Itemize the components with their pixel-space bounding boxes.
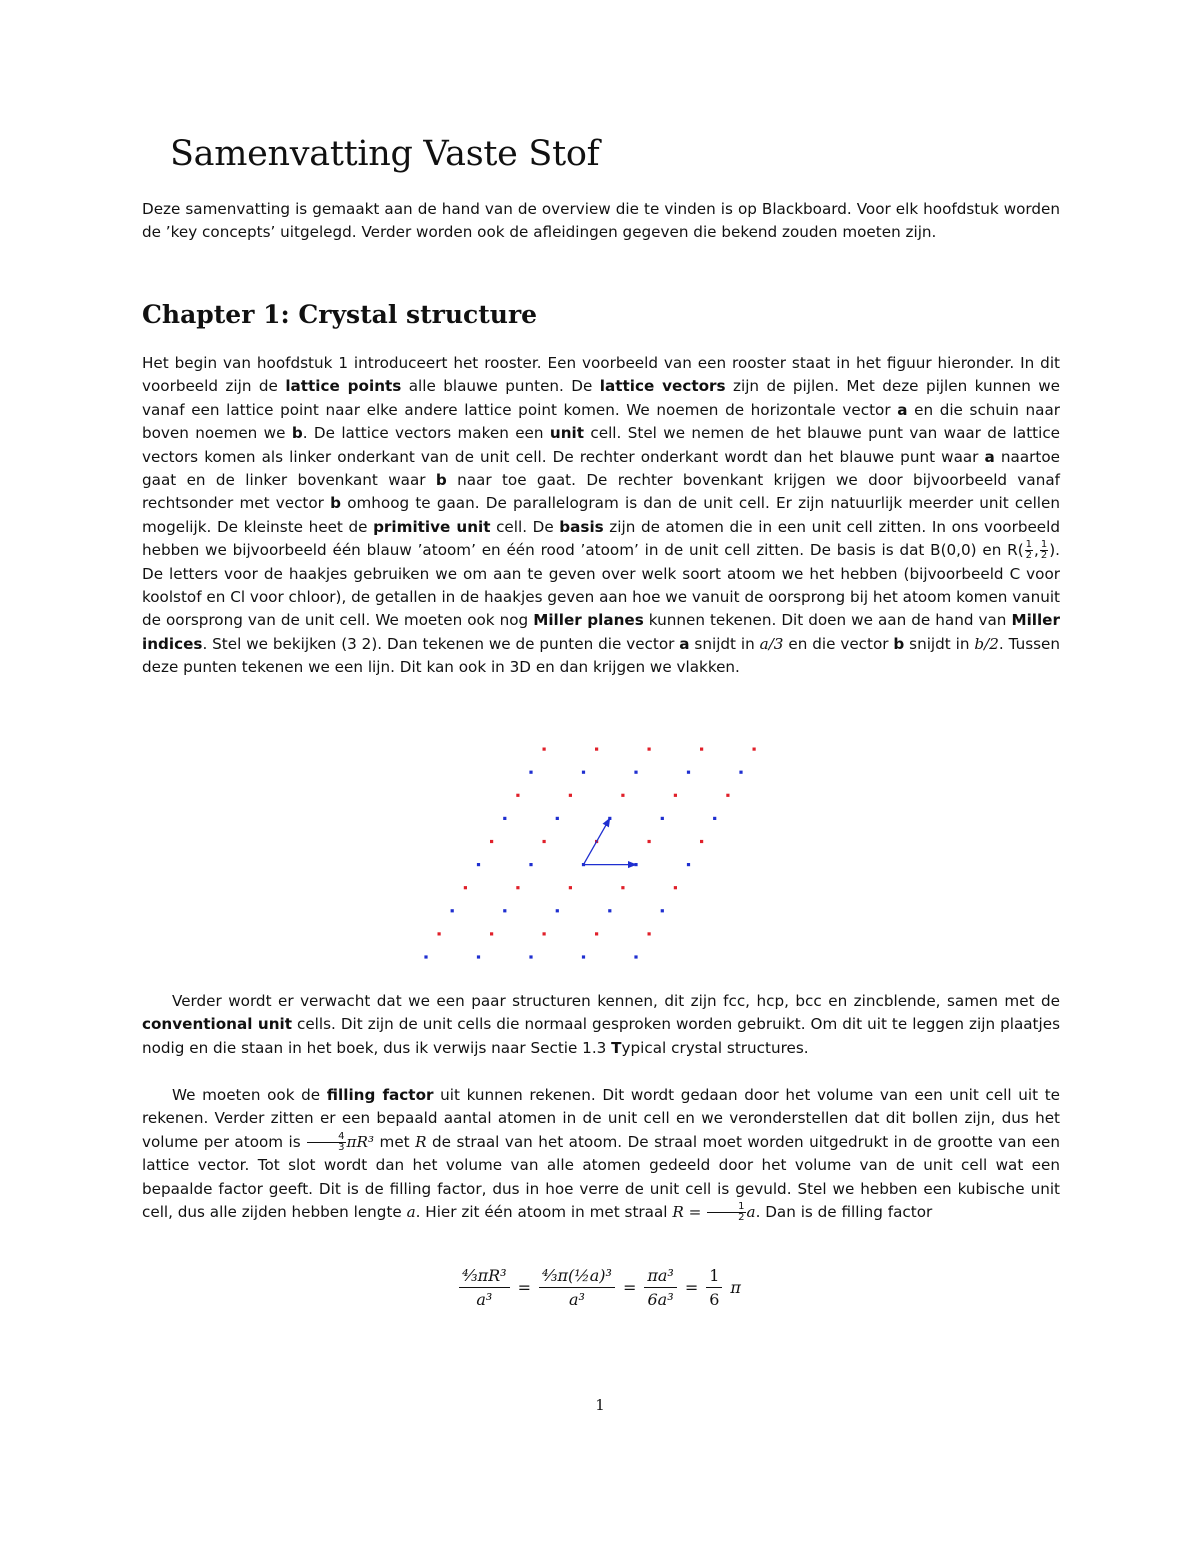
red-basis-atom: [648, 840, 651, 843]
blue-lattice-point: [556, 909, 559, 912]
blue-lattice-point: [739, 771, 742, 774]
red-basis-atom: [595, 748, 598, 751]
chapter-heading: Chapter 1: Crystal structure: [142, 300, 538, 329]
red-basis-atom: [543, 748, 546, 751]
intro-paragraph: Deze samenvatting is gemaakt aan de hand van de overview die te vinden is op Blackboard. Voor elk hoofdstuk worden de ’key concepts’ uitgelegd. Verder worden ook de afleidingen gegeven die bekend zouden moeten zijn.: [142, 200, 1060, 242]
red-basis-atom: [674, 794, 677, 797]
lattice-figure: [410, 745, 790, 970]
red-basis-atom: [700, 748, 703, 751]
blue-lattice-point: [661, 817, 664, 820]
blue-lattice-point: [503, 817, 506, 820]
red-basis-atom: [490, 840, 493, 843]
blue-lattice-point: [529, 771, 532, 774]
red-basis-atom: [516, 886, 519, 889]
red-basis-atom: [621, 886, 624, 889]
red-basis-atom: [648, 748, 651, 751]
red-basis-atom: [753, 748, 756, 751]
lattice-paragraph: Het begin van hoofdstuk 1 introduceert het rooster. Een voorbeeld van een rooster staat in het figuur hieronder. In dit voorbeeld zijn de lattice points alle blauwe punten. De lattice vectors zijn de pijlen. Met deze pijlen kunnen we vanaf een lattice point naar elke andere lattice point komen. We noemen de horizontale vector a en die schuin naar boven noemen we b. De lattice vectors maken een unit cell. Stel we nemen de het blauwe punt van waar de lattice vectors komen als linker onderkant van de unit cell. De rechter onderkant wordt dan het blauwe punt waar a naartoe gaat en de linker bovenkant waar b naar toe gaat. De rechter bovenkant krijgen we door bijvoorbeeld vanaf rechtsonder met vector b omhoog te gaan. De parallelogram is dan de unit cell. Er zijn natuurlijk meerder unit cellen mogelijk. De kleinste heet de primitive unit cell. De basis zijn de atomen die in een unit cell zitten. In ons voorbeeld hebben we bijvoorbeeld één blauw ’atoom’ en één rood ’atoom’ in de unit cell zitten. De basis is dat B(0,0) en R( $\frac{1}{2}$ , $\frac{1}{2}$ ). De letters voor de haakjes gebruiken we om aan te geven over welk soort atoom we het hebben (bijvoorbeeld C voor koolstof en Cl voor chloor), de getallen in de haakjes geven aan hoe we vanuit de oorsprong bij het atoom komen vanuit de oorsprong van de unit cell. We moeten ook nog Miller planes kunnen tekenen. Dit doen we aan de hand van Miller indices. Stel we bekijken (3 2). Dan tekenen we de punten die vector a snijdt in a/3 en die vector b snijdt in b/2. Tussen deze punten tekenen we een lijn. Dit kan ook in 3D en dan krijgen we vlakken.: [142, 354, 1061, 677]
equation-term-1: $\frac{\text{⁴⁄₃πR³}}{\text{a³}}$: [459, 1266, 509, 1309]
red-basis-atom: [595, 932, 598, 935]
red-basis-atom: [464, 886, 467, 889]
blue-lattice-point: [529, 955, 532, 958]
blue-lattice-point: [503, 909, 506, 912]
red-basis-atom: [700, 840, 703, 843]
blue-lattice-point: [424, 955, 427, 958]
equation-term-4: $\frac{1}{6}$: [706, 1266, 722, 1309]
blue-lattice-point: [582, 771, 585, 774]
blue-lattice-point: [477, 955, 480, 958]
red-basis-atom: [490, 932, 493, 935]
blue-lattice-point: [608, 909, 611, 912]
filling-factor-equation: $\frac{\text{⁴⁄₃πR³}}{\text{a³}}$ = $\frac{\text{⁴⁄₃π(½a)³}}{\text{a³}}$ = $\frac{\text{πa³}}{\text{6a³}}$ = $\frac{1}{6}$ π: [0, 1266, 1200, 1309]
lattice-vector-b-arrow: [584, 818, 610, 864]
red-basis-atom: [543, 932, 546, 935]
blue-lattice-point: [634, 771, 637, 774]
red-basis-atom: [674, 886, 677, 889]
equals-sign: =: [684, 1278, 699, 1297]
equation-term-3: $\frac{\text{πa³}}{\text{6a³}}$: [644, 1266, 676, 1309]
blue-lattice-point: [661, 909, 664, 912]
blue-lattice-point: [713, 817, 716, 820]
red-basis-atom: [648, 932, 651, 935]
blue-lattice-point: [582, 955, 585, 958]
red-basis-atom: [726, 794, 729, 797]
structures-paragraph: Verder wordt er verwacht dat we een paar structuren kennen, dit zijn fcc, hcp, bcc en zincblende, samen met de conventional unit cells. Dit zijn de unit cells die normaal gesproken worden gebruikt. Om dit uit te leggen zijn plaatjes nodig en die staan in het boek, dus ik verwijs naar Sectie 1.3 Typical crystal structures.: [142, 992, 1060, 1057]
red-basis-atom: [621, 794, 624, 797]
blue-lattice-point: [451, 909, 454, 912]
red-basis-atom: [543, 840, 546, 843]
red-basis-atom: [569, 886, 572, 889]
page-number: 1: [595, 1396, 605, 1414]
filling-factor-paragraph: We moeten ook de filling factor uit kunnen rekenen. Dit wordt gedaan door het volume van een unit cell uit te rekenen. Verder zitten er een bepaald aantal atomen in de unit cell en we veronderstellen dat dit bollen zijn, dus het volume per atoom is $\frac{4}{3}$ πR³ met R de straal van het atoom. De straal moet worden uitgedrukt in de grootte van een lattice vector. Tot slot wordt dan het volume van alle atomen gedeeld door het volume van de unit cell wat een bepaalde factor geeft. Dit is de filling factor, dus in hoe verre de unit cell is gevuld. Stel we hebben een kubische unit cell, dus alle zijden hebben lengte a. Hier zit één atoom in met straal R = $\frac{1}{2}$ a. Dan is de filling factor: [142, 1086, 1061, 1224]
equation-term-2: $\frac{\text{⁴⁄₃π(½a)³}}{\text{a³}}$: [539, 1266, 615, 1309]
blue-lattice-point: [556, 817, 559, 820]
blue-lattice-point: [634, 955, 637, 958]
blue-lattice-point: [529, 863, 532, 866]
blue-lattice-point: [687, 771, 690, 774]
red-basis-atom: [516, 794, 519, 797]
page-title: Samenvatting Vaste Stof: [170, 134, 600, 174]
equals-sign: =: [517, 1278, 531, 1297]
red-basis-atom: [438, 932, 441, 935]
blue-lattice-point: [687, 863, 690, 866]
red-basis-atom: [569, 794, 572, 797]
blue-lattice-point: [477, 863, 480, 866]
equals-sign: =: [622, 1278, 637, 1297]
